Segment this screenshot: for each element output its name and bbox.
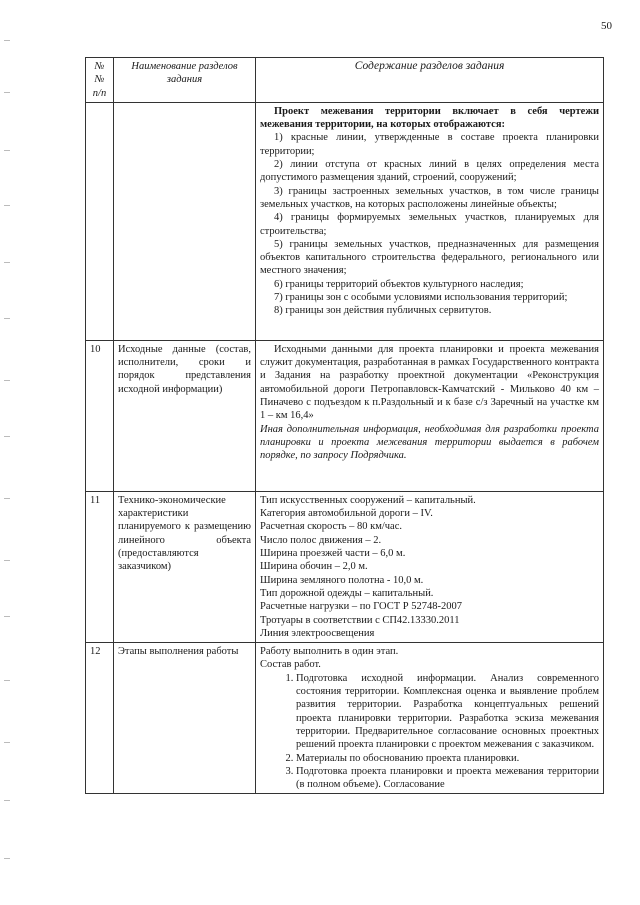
table-row-10 bbox=[86, 340, 604, 491]
table-row-continued bbox=[86, 102, 604, 340]
cell-name-empty bbox=[114, 102, 256, 340]
list-item: 3) границы застроенных земельных участков, в том числе границы земельных участков, на которых расположены линейные объекты; bbox=[260, 185, 599, 210]
spec-line: Тип дорожной одежды – капитальный. bbox=[260, 587, 434, 599]
spec-line: Расчетная скорость – 80 км/час. bbox=[260, 521, 403, 533]
works-list bbox=[260, 672, 599, 792]
spec-line: Категория автомобильной дороги – IV. bbox=[260, 508, 433, 520]
scan-edge-marks bbox=[4, 0, 16, 905]
source-data-paragraph: Исходными данными для проекта планировки и проекта межевания служит документация, разработанная в рамках Государственного контракта и Задания на разработку проектной документации «Реконструкция автомобильной дороги Петропавловск-Камчатский - Мильково 40 км – Пиначево с подъездом к п.Раздольный и к базе с/з Заречный на участке км 1 – км 16,4» bbox=[260, 343, 599, 422]
spec-line: Ширина обочин – 2,0 м. bbox=[260, 561, 368, 573]
list-item: 6) границы территорий объектов культурного наследия; bbox=[274, 278, 524, 290]
cell-num: 12 bbox=[86, 643, 114, 794]
cell-section-content bbox=[256, 340, 604, 491]
spec-line: Тип искусственных сооружений – капитальный. bbox=[260, 494, 476, 506]
spec-line: Ширина земляного полотна - 10,0 м. bbox=[260, 574, 424, 586]
table-row-11 bbox=[86, 491, 604, 642]
cell-num: 11 bbox=[86, 491, 114, 642]
table-header-row bbox=[86, 58, 604, 103]
task-sections-table bbox=[85, 57, 604, 794]
works-heading: Состав работ. bbox=[260, 659, 321, 671]
cell-section-content bbox=[256, 491, 604, 642]
spec-line: Тротуары в соответствии с СП42.13330.2011 bbox=[260, 614, 460, 626]
survey-intro: Проект межевания территории включает в себя чертежи межевания территории, на которых отображаются: bbox=[260, 105, 599, 131]
list-item: 3. Подготовка проекта планировки и проекта межевания территории (в полном объеме). Согласование bbox=[296, 765, 599, 792]
spec-line: Число полос движения – 2. bbox=[260, 534, 382, 546]
cell-section-name: Исходные данные (состав, исполнители, сроки и порядок представления исходной информации) bbox=[114, 340, 256, 491]
stage-note: Работу выполнить в один этап. bbox=[260, 646, 399, 658]
table-row-12 bbox=[86, 643, 604, 794]
additional-info-paragraph: Иная дополнительная информация, необходимая для разработки проекта планировки и проекта межевания территории выдается в рабочем порядке, по запросу Подрядчика. bbox=[260, 423, 599, 462]
spec-line: Расчетные нагрузки – по ГОСТ Р 52748-2007 bbox=[260, 601, 463, 613]
cell-num-empty bbox=[86, 102, 114, 340]
spec-line: Линия электроосвещения bbox=[260, 627, 375, 639]
cell-section-content bbox=[256, 643, 604, 794]
header-section-content: Содержание разделов задания bbox=[256, 58, 604, 103]
cell-section-name: Этапы выполнения работы bbox=[114, 643, 256, 794]
list-item: 4) границы формируемых земельных участков, планируемых для строительства; bbox=[260, 212, 599, 237]
list-item: 5) границы земельных участков, предназначенных для размещения объектов капитального строительства федерального, регионального или местного значения; bbox=[260, 238, 599, 277]
list-item: 7) границы зон с особыми условиями использования территорий; bbox=[274, 292, 568, 304]
cell-num: 10 bbox=[86, 340, 114, 491]
list-item: 2) линии отступа от красных линий в целях определения места допустимого размещения зданий, строений, сооружений; bbox=[260, 159, 599, 184]
spec-line: Ширина проезжей части – 6,0 м. bbox=[260, 548, 406, 560]
list-item: 1. Подготовка исходной информации. Анализ современного состояния территории. Комплексная оценка и выявление проблем развития территории. Разработка концептуальных решений проекта планировки территории. Разработка эскиза межевания территории. Предварительное согласование основных проектных решений проекта планировки с проектом межевания с заказчиком. bbox=[296, 672, 599, 752]
list-item: 8) границы зон действия публичных сервитутов. bbox=[274, 305, 492, 317]
list-item: 1) красные линии, утвержденные в составе проекта планировки территории; bbox=[260, 132, 599, 157]
page-number: 50 bbox=[601, 20, 612, 32]
cell-section-name: Технико-экономические характеристики планируемого к размещению линейного объекта (предоставляются заказчиком) bbox=[114, 491, 256, 642]
header-num: №№ п/п bbox=[86, 58, 114, 103]
list-item: 2. Материалы по обоснованию проекта планировки. bbox=[296, 752, 599, 765]
header-section-name: Наименование разделов задания bbox=[114, 58, 256, 103]
cell-content-continued bbox=[256, 102, 604, 340]
